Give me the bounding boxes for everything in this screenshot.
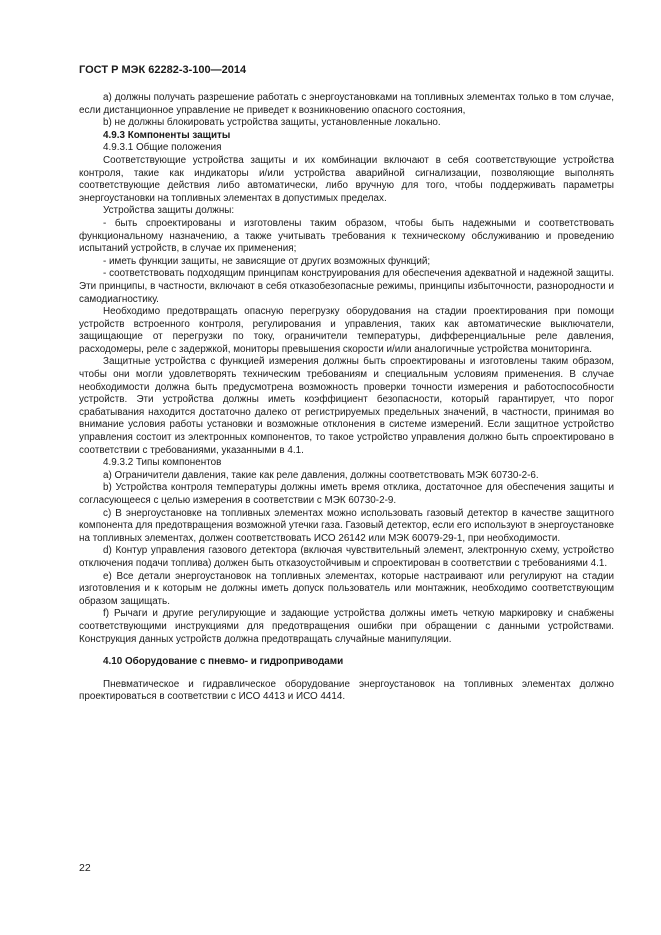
- paragraph-component-a: а) Ограничители давления, такие как реле давления, должны соответствовать МЭК 60730-2-6.: [103, 469, 539, 481]
- list-item-reliable: - быть спроектированы и изготовлены таким образом, чтобы быть надежными и соответствовать функциональному назначению, а также учитывать требования к техническому обслуживанию и проведению испытаний устройств, в случае их применения;: [79, 217, 614, 255]
- paragraph-pneumatic: Пневматическое и гидравлическое оборудование энергоустановок на топливных элементах должно проектироваться в соответствии с ИСО 4413 и ИСО 4414.: [79, 678, 614, 703]
- list-item-principles: - соответствовать подходящим принципам конструирования для обеспечения адекватной и надежной защиты. Эти принципы, в частности, включают в себя отказобезопасные режимы, принципы избыточности, разнородности и самодиагностику.: [79, 268, 614, 305]
- paragraph-b-local: b) не должны блокировать устройства защиты, установленные локально.: [103, 117, 441, 129]
- paragraph-overload: Необходимо предотвращать опасную перегрузку оборудования на стадии проектирования при помощи устройств встроенного контроля, регулирования и управления, таких как автоматические выключатели, защищающие от перегрузки по току, ограничители температуры, дифференциальные реле давления, расходомеры, реле с задержкой, мониторы превышения скорости и/или аналогичные устройства мониторинга.: [79, 306, 614, 355]
- section-heading-4-9-3: 4.9.3 Компоненты защиты: [103, 129, 231, 141]
- subsection-heading-4-9-3-2: 4.9.3.2 Типы компонентов: [103, 457, 222, 469]
- paragraph-component-e: e) Все детали энергоустановок на топливных элементах, которые настраивают или регулируют на стадии изготовления и к которым не должны иметь допуск пользователь или монтажник, необходимо соответствующим образом защищать.: [79, 570, 614, 607]
- paragraph-component-b: b) Устройства контроля температуры должны иметь время отклика, достаточное для обеспечения защиты и согласующееся с целью измерения в соответствии с МЭК 60730-2-9.: [79, 482, 614, 506]
- paragraph-a-remote: а) должны получать разрешение работать с энергоустановками на топливных элементах только в том случае, если дистанционное управление не приведет к возникновению опасного состояния,: [79, 92, 614, 116]
- paragraph-devices-must: Устройства защиты должны:: [103, 205, 235, 217]
- subsection-heading-4-9-3-1: 4.9.3.1 Общие положения: [103, 142, 222, 154]
- document-header: ГОСТ Р МЭК 62282-3-100—2014: [79, 64, 247, 76]
- paragraph-component-f: f) Рычаги и другие регулирующие и задающие устройства должны иметь четкую маркировку и снабжены соответствующими инструкциями для предотвращения ошибки при обращении с данными устройствами. Конструкция данных устройств должна предотвращать случайные манипуляции.: [79, 608, 614, 645]
- paragraph-measurement-devices: Защитные устройства с функцией измерения должны быть спроектированы и изготовлены таким образом, чтобы они могли удовлетворять техническим требованиям и специальным условиям применения. В случае необходимости должна быть предусмотрена возможность проверки точности измерения и работоспособности устройств. Эти устройства должны иметь коэффициент безопасности, который гарантирует, что порог срабатывания находится достаточно далеко от регистрируемых предельных значений, в частности, принимая во внимание условия работы установки и возможные отклонения в системе измерений. Если защитное устройство управления состоит из электронных компонентов, то такое устройство управления должно быть спроектировано в соответствии с требованиями, указанными в 4.1.: [79, 356, 614, 456]
- section-heading-4-10: 4.10 Оборудование с пневмо- и гидроприводами: [103, 656, 344, 668]
- paragraph-protection-devices: Соответствующие устройства защиты и их комбинации включают в себя соответствующие устройства контроля, такие как индикаторы и/или устройства аварийной сигнализации, позволяющие выполнять соответствующие действия либо автоматически, либо вручную для того, чтобы поддерживать параметры энергоустановки на топливных элементах в допустимых пределах.: [79, 154, 614, 204]
- list-item-independent: - иметь функции защиты, не зависящие от других возможных функций;: [103, 255, 431, 267]
- paragraph-component-d: d) Контур управления газового детектора (включая чувствительный элемент, электронную схему, устройство отключения подачи топлива) должен быть отказоустойчивым и спроектирован в соответствии с требованиями 4.1.: [79, 545, 614, 569]
- paragraph-component-c: c) В энергоустановке на топливных элементах можно использовать газовый детектор в качестве защитного компонента для предотвращения возможной утечки газа. Газовый детектор, если его используют в энергоустановке на топливных элементах, должен соответствовать ИСО 26142 или МЭК 60079-29-1, при необходимости.: [79, 507, 614, 544]
- page-number: 22: [79, 862, 91, 874]
- document-body: [79, 92, 614, 704]
